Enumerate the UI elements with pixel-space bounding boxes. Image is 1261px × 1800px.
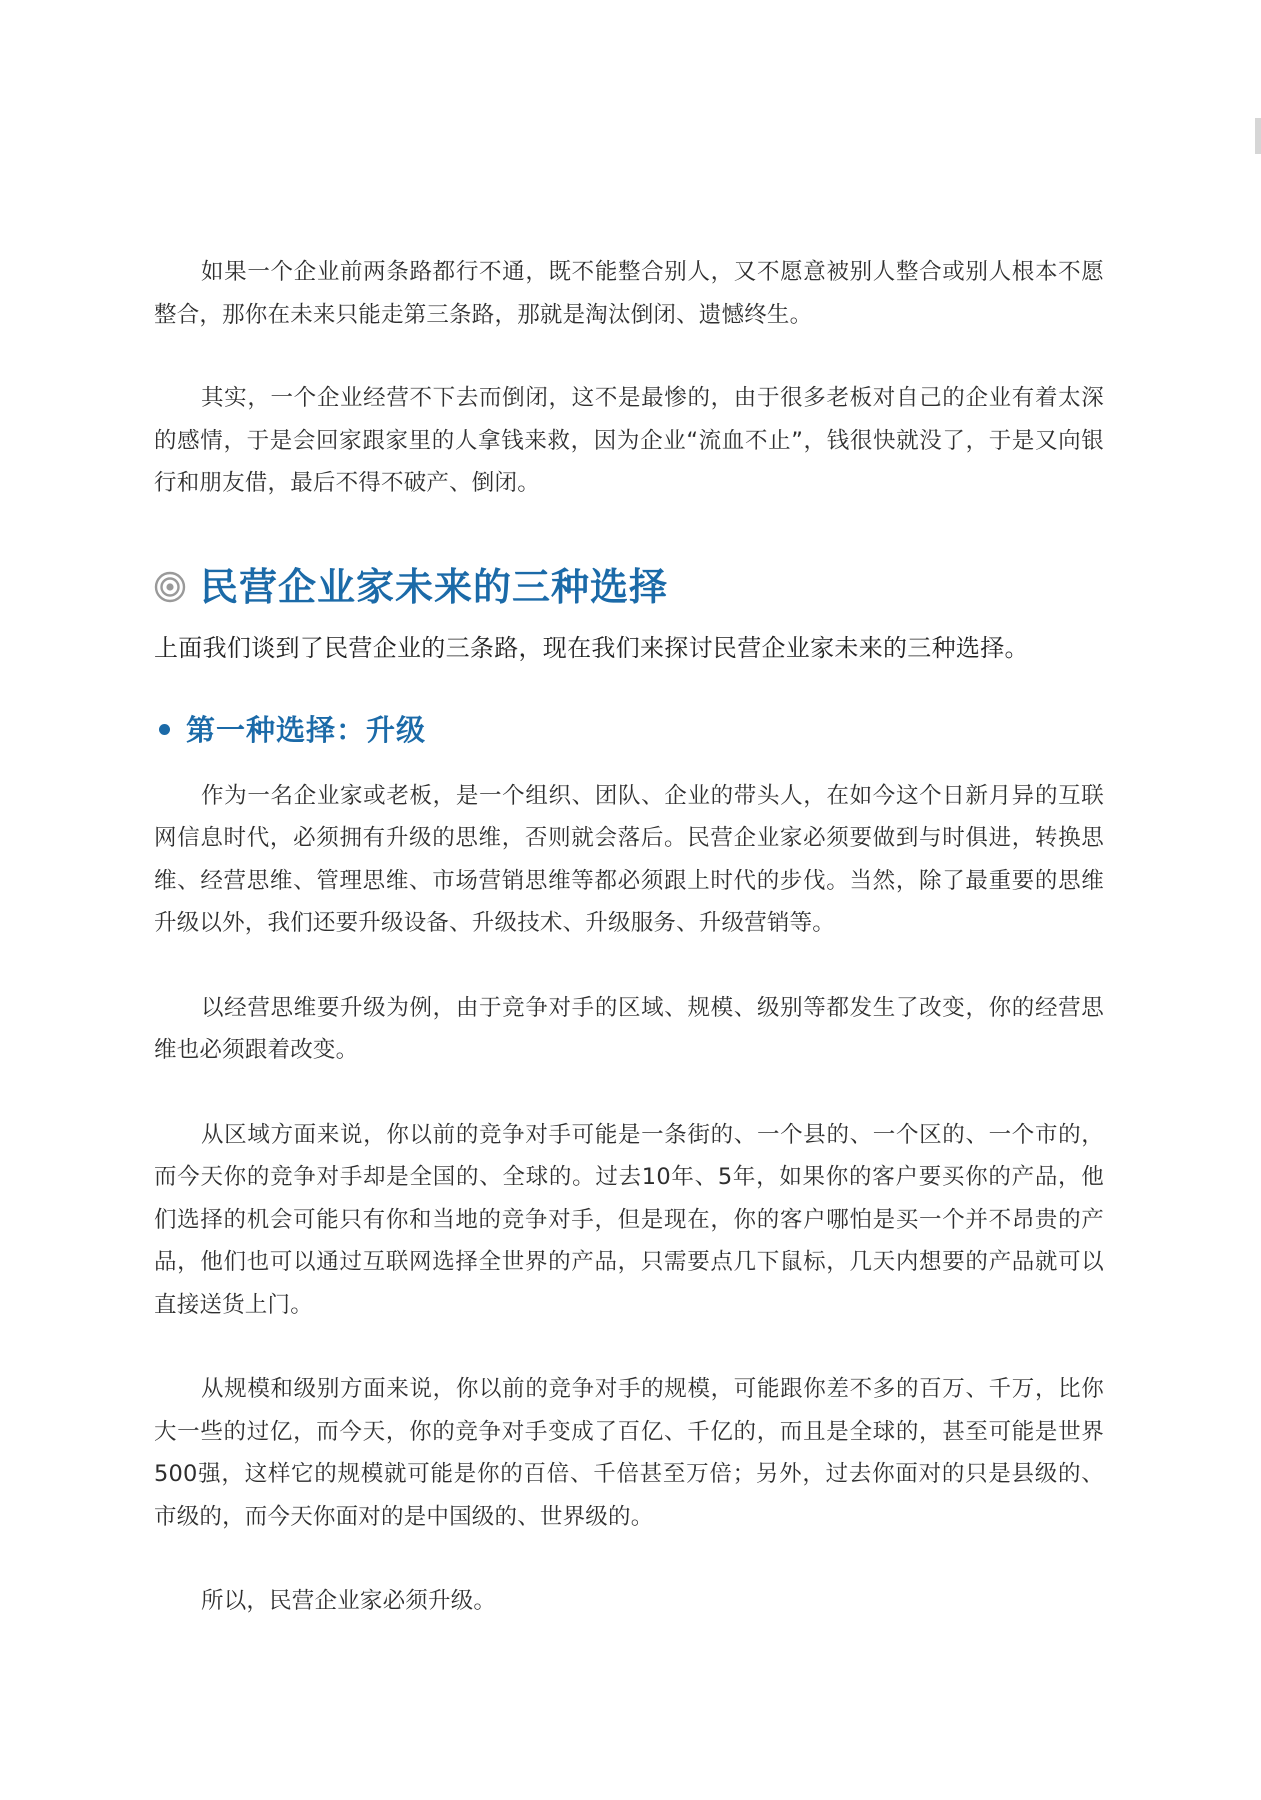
bullet-dot-icon: [159, 724, 170, 735]
paragraph: 作为一名企业家或老板，是一个组织、团队、企业的带头人，在如今这个日新月异的互联网信息时代，必须拥有升级的思维，否则就会落后。民营企业家必须要做到与时俱进，转换思维、经营思维、管理思维、市场营销思维等都必须跟上时代的步伐。当然，除了最重要的思维升级以外，我们还要升级设备、升级技术、升级服务、升级营销等。: [154, 782, 1104, 936]
subsection-heading: [154, 707, 1104, 753]
paragraph: 如果一个企业前两条路都行不通，既不能整合别人，又不愿意被别人整合或别人根本不愿整合，那你在未来只能走第三条路，那就是淘汰倒闭、遗憾终生。: [154, 259, 1104, 328]
document-body: [154, 251, 1104, 1623]
section-heading: [154, 559, 1104, 615]
double-circle-icon: [154, 571, 186, 603]
paragraph: 其实，一个企业经营不下去而倒闭，这不是最惨的，由于很多老板对自己的企业有着太深的感情，于是会回家跟家里的人拿钱来救，因为企业“流血不止”，钱很快就没了，于是又向银行和朋友借，最后不得不破产、倒闭。: [154, 385, 1104, 496]
section-title: 民营企业家未来的三种选择: [200, 564, 669, 609]
paragraph: 所以，民营企业家必须升级。: [201, 1588, 497, 1614]
paragraph: 以经营思维要升级为例，由于竞争对手的区域、规模、级别等都发生了改变，你的经营思维也必须跟着改变。: [154, 994, 1104, 1063]
section-lead: 上面我们谈到了民营企业的三条路，现在我们来探讨民营企业家未来的三种选择。: [154, 633, 1029, 662]
subsection-title: 第一种选择：升级: [186, 712, 427, 747]
page-edge-mark: [1255, 118, 1261, 154]
paragraph: 从区域方面来说，你以前的竞争对手可能是一条街的、一个县的、一个区的、一个市的，而今天你的竞争对手却是全国的、全球的。过去10年、5年，如果你的客户要买你的产品，他们选择的机会可能只有你和当地的竞争对手，但是现在，你的客户哪怕是买一个并不昂贵的产品，他们也可以通过互联网选择全世界的产品，只需要点几下鼠标，几天内想要的产品就可以直接送货上门。: [154, 1121, 1104, 1318]
paragraph: 从规模和级别方面来说，你以前的竞争对手的规模，可能跟你差不多的百万、千万，比你大一些的过亿，而今天，你的竞争对手变成了百亿、千亿的，而且是全球的，甚至可能是世界500强，这样它的规模就可能是你的百倍、千倍甚至万倍；另外，过去你面对的只是县级的、市级的，而今天你面对的是中国级的、世界级的。: [154, 1376, 1104, 1530]
